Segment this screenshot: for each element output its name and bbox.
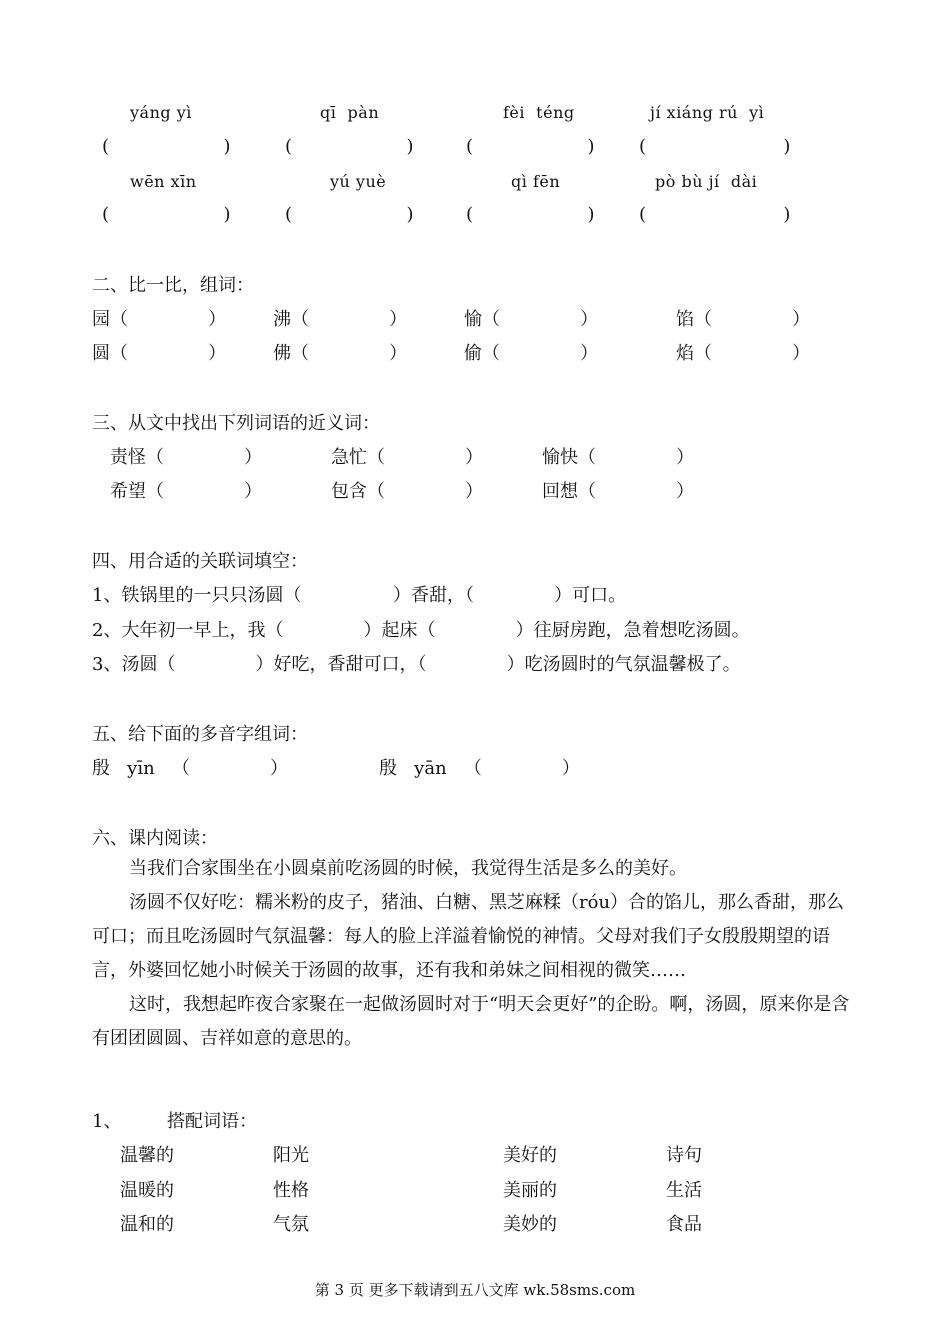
answer-blank[interactable]: ( ) — [285, 204, 414, 225]
reading-paragraph: 当我们合家围坐在小圆桌前吃汤圆的时候，我觉得生活是多么的美好。 — [129, 858, 687, 879]
pinyin-word: pò bù jí dài — [655, 172, 758, 191]
fill-in-question[interactable]: 2、大年初一早上，我（ ）起床（ ）往厨房跑，急着想吃汤圆。 — [92, 620, 750, 641]
page-footer: 第 3 页 更多下载请到五八文库 wk.58sms.com — [314, 1281, 636, 1299]
word-blank-item[interactable]: 馅（ ） — [676, 309, 811, 330]
word-blank-item[interactable]: 佛（ ） — [273, 343, 408, 364]
polyphone-item[interactable]: 殷 yān （ ） — [379, 758, 580, 779]
pinyin-word: wēn xīn — [130, 172, 197, 191]
match-word[interactable]: 性格 — [273, 1180, 309, 1201]
word-blank-item[interactable]: 包含（ ） — [331, 481, 484, 502]
section-title: 六、课内阅读： — [92, 828, 218, 849]
section-title: 三、从文中找出下列词语的近义词： — [92, 413, 380, 434]
polyphone-item[interactable]: 殷 yīn （ ） — [92, 758, 288, 779]
word-blank-item[interactable]: 圆（ ） — [92, 343, 227, 364]
word-blank-item[interactable]: 愉（ ） — [464, 309, 599, 330]
question-title: 搭配词语： — [167, 1111, 257, 1132]
word-blank-item[interactable]: 急忙（ ） — [331, 447, 484, 468]
word-blank-item[interactable]: 沸（ ） — [273, 309, 408, 330]
match-word[interactable]: 温和的 — [120, 1214, 174, 1235]
answer-blank[interactable]: ( ) — [285, 136, 414, 157]
section-title: 五、给下面的多音字组词： — [92, 724, 308, 745]
reading-paragraph: 这时，我想起昨夜合家聚在一起做汤圆时对于“明天会更好”的企盼。啊，汤圆，原来你是含有团团圆圆、吉祥如意的意思的。 — [92, 994, 850, 1049]
pinyin-word: yáng yì — [130, 103, 192, 122]
pinyin-word: yú yuè — [330, 172, 387, 191]
word-blank-item[interactable]: 回想（ ） — [542, 481, 695, 502]
word-blank-item[interactable]: 焰（ ） — [676, 343, 811, 364]
word-blank-item[interactable]: 希望（ ） — [110, 481, 263, 502]
answer-blank[interactable]: ( ) — [102, 204, 231, 225]
section-title: 四、用合适的关联词填空： — [92, 551, 308, 572]
match-word[interactable]: 温暖的 — [120, 1180, 174, 1201]
pinyin-word: qì fēn — [511, 172, 561, 191]
question-number: 1、 — [92, 1111, 122, 1132]
answer-blank[interactable]: ( ) — [639, 204, 791, 225]
match-word[interactable]: 温馨的 — [120, 1145, 174, 1166]
answer-blank[interactable]: ( ) — [639, 136, 791, 157]
match-word[interactable]: 生活 — [666, 1180, 702, 1201]
reading-paragraph: 汤圆不仅好吃：糯米粉的皮子，猪油、白糖、黑芝麻糅（róu）合的馅儿，那么香甜，那么可口；而且吃汤圆时气氛温馨：每人的脸上洋溢着愉悦的神情。父母对我们子女殷殷期望的语言，外婆回忆她小时候关于汤圆的故事，还有我和弟妹之间相视的微笑…… — [92, 892, 845, 981]
fill-in-question[interactable]: 1、铁锅里的一只只汤圆（ ）香甜，（ ）可口。 — [92, 585, 627, 606]
word-blank-item[interactable]: 愉快（ ） — [542, 447, 695, 468]
match-word[interactable]: 美妙的 — [503, 1214, 557, 1235]
answer-blank[interactable]: ( ) — [466, 204, 595, 225]
answer-blank[interactable]: ( ) — [102, 136, 231, 157]
section-title: 二、比一比，组词： — [92, 275, 254, 296]
word-blank-item[interactable]: 偷（ ） — [464, 343, 599, 364]
match-word[interactable]: 食品 — [666, 1214, 702, 1235]
answer-blank[interactable]: ( ) — [466, 136, 595, 157]
match-word[interactable]: 诗句 — [666, 1145, 702, 1166]
word-blank-item[interactable]: 责怪（ ） — [110, 447, 263, 468]
pinyin-word: jí xiáng rú yì — [650, 103, 765, 122]
match-word[interactable]: 气氛 — [273, 1214, 309, 1235]
match-word[interactable]: 阳光 — [273, 1145, 309, 1166]
match-word[interactable]: 美丽的 — [503, 1180, 557, 1201]
pinyin-word: qī pàn — [320, 103, 380, 122]
fill-in-question[interactable]: 3、汤圆（ ）好吃，香甜可口，（ ）吃汤圆时的气氛温馨极了。 — [92, 654, 741, 675]
match-word[interactable]: 美好的 — [503, 1145, 557, 1166]
word-blank-item[interactable]: 园（ ） — [92, 309, 227, 330]
pinyin-word: fèi téng — [503, 103, 575, 122]
